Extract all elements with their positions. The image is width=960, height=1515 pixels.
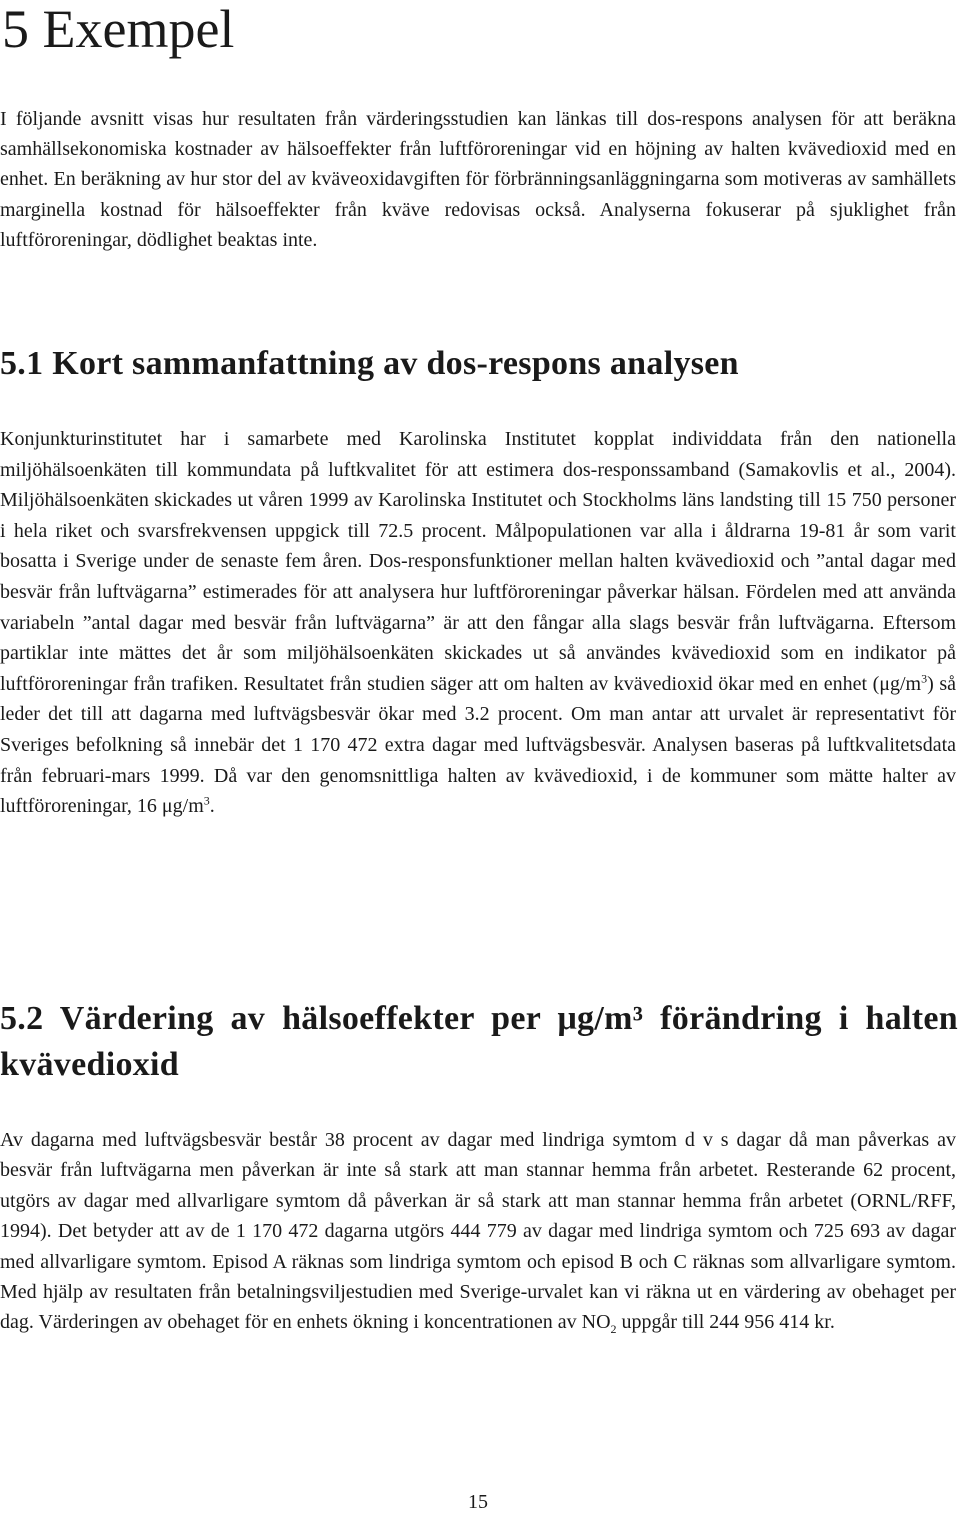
- paragraph-text: uppgår till 244 956 414 kr.: [616, 1311, 835, 1334]
- section-heading-5-2: 5.2 Värdering av hälsoeffekter per μg/m³ förändring i halten kvävedioxid: [0, 1000, 958, 1083]
- page-number: 15: [468, 1491, 488, 1513]
- paragraph-text: ) så leder det till att dagarna med luftvägsbesvär ökar med 3.2 procent. Om man antar att urvalet är representativt för Sveriges befolkning så innebär det 1 170 472 extra dagar med luftvägsbesvär. Analysen baseras på luftkvalitetsdata från februari-mars 1999. Då var den genomsnittliga halten av kvävedioxid, i de kommuner som mätte halter av luftföroreningar, 16 μg/m: [0, 672, 956, 818]
- subscript: 2: [610, 1322, 617, 1337]
- section-5-2-paragraph: [0, 1125, 956, 1338]
- paragraph-text: Av dagarna med luftvägsbesvär består 38 procent av dagar med lindriga symtom d v s dagar då man påverkas av besvär från luftvägarna men påverkan är inte så stark att man stannar hemma från arbetet. Resterande 62 procent, utgörs av dagar med allvarligare symtom då påverkan är så stark att man stannar hemma från arbetet (ORNL/RFF, 1994). Det betyder att av de 1 170 472 dagarna utgörs 444 779 av dagar med lindriga symtom och 725 693 av dagar med allvarligare symtom. Episod A räknas som lindriga symtom och episod B och C räknas som allvarligare symtom. Med hjälp av resultaten från betalningsviljestudien med Sverige-urvalet kan vi räkna ut en värdering av obehaget per dag. Värderingen av obehaget för en enhets ökning i koncentrationen av NO: [0, 1129, 956, 1334]
- superscript: 3: [921, 671, 928, 686]
- paragraph-text: Konjunkturinstitutet har i samarbete med Karolinska Institutet kopplat individdata från den nationella miljöhälsoenkäten till kommundata på luftkvalitet för att estimera dos-responssamband (Samakovlis et al., 2004). Miljöhälsoenkäten skickades ut våren 1999 av Karolinska Institutet och Stockholms läns landsting till 15 750 personer i hela riket och svarsfrekvensen uppgick till 72.5 procent. Målpopulationen var alla i åldrarna 19-81 år som varit bosatta i Sverige under de senaste fem åren. Dos-responsfunktioner mellan halten kvävedioxid och ”antal dagar med besvär från luftvägarna” estimerades för att analysera hur luftföroreningar påverkar hälsan. Fördelen med att använda variabeln ”antal dagar med besvär från luftvägarna” är att den fångar alla slags besvär från luftvägarna. Eftersom partiklar inte mättes det år som miljöhälsoenkäten skickades ut så användes kvävedioxid som en indikator på luftföroreningar från trafiken. Resultatet från studien säger att om halten av kvävedioxid ökar med en enhet (μg/m: [0, 428, 956, 695]
- intro-paragraph: I följande avsnitt visas hur resultaten från värderingsstudien kan länkas till dos-respons analysen för att beräkna samhällsekonomiska kostnader av hälsoeffekter från luftföroreningar vid en höjning av halten kvävedioxid med en enhet. En beräkning av hur stor del av kväveoxidavgiften för förbränningsanläggningarna som motiveras av samhällets marginella kostnad för hälsoeffekter från kväve redovisas också. Analyserna fokuserar på sjuklighet från luftföroreningar, dödlighet beaktas inte.: [0, 108, 956, 251]
- superscript: 3: [203, 793, 210, 808]
- section-heading-5-1: 5.1 Kort sammanfattning av dos-respons analysen: [0, 345, 739, 382]
- section-5-1-paragraph: [0, 424, 956, 822]
- chapter-title: 5 Exempel: [2, 0, 235, 59]
- paragraph-text: .: [209, 795, 215, 818]
